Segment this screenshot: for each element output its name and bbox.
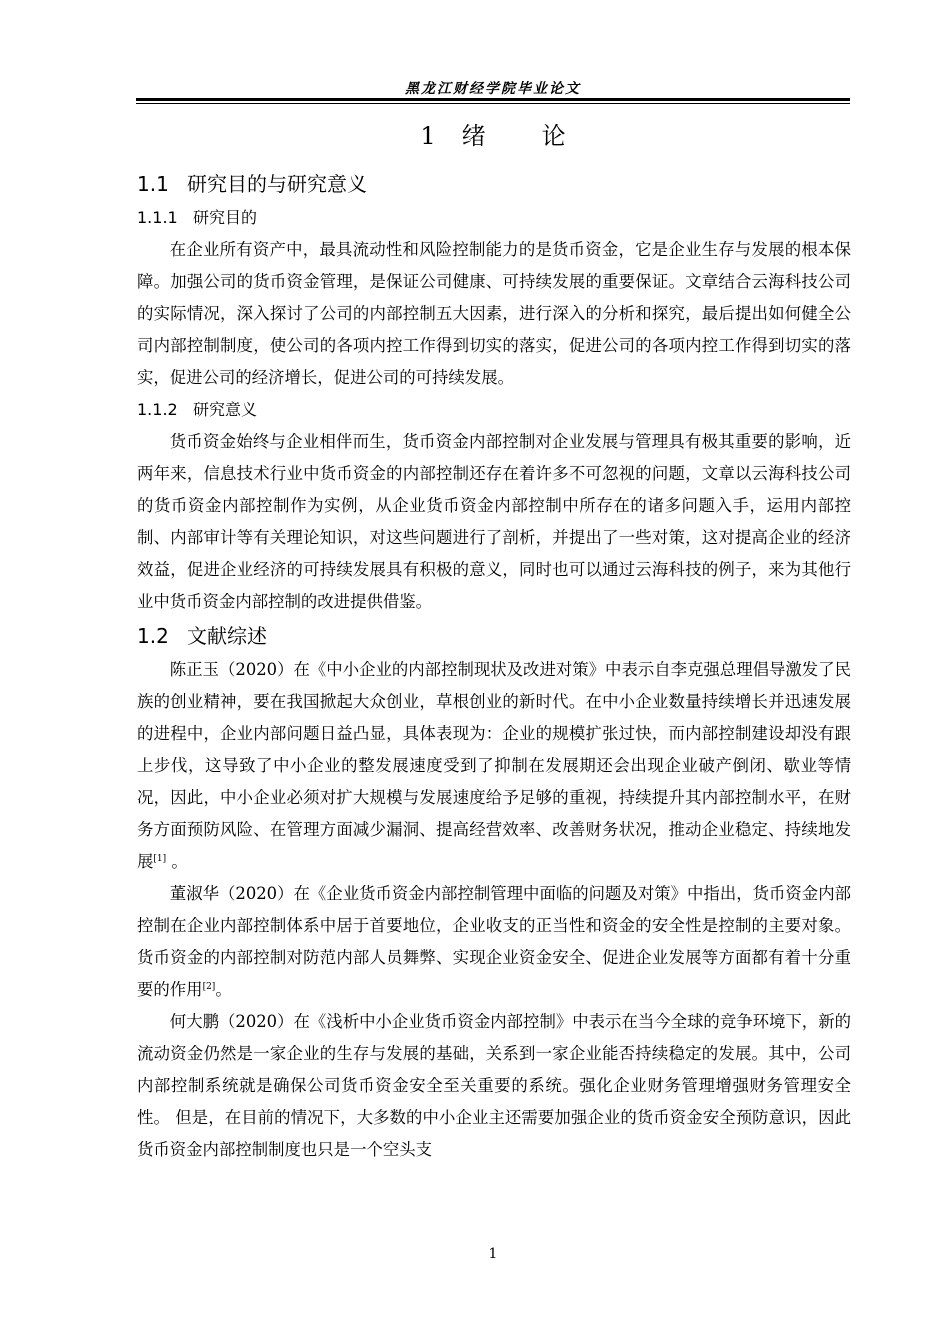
paragraph-research-purpose: 在企业所有资产中，最具流动性和风险控制能力的是货币资金，它是企业生存与发展的根本保障。加强公司的货币资金管理，是保证公司健康、可持续发展的重要保证。文章结合云海科技公司的实际情况，深入探讨了公司的内部控制五大因素，进行深入的分析和探究，最后提出如何健全公司内部控制制度，使公司的各项内控工作得到切实的落实，促进公司的各项内控工作得到切实的落实，促进公司的经济增长，促进公司的可持续发展。 [137, 240, 851, 387]
paragraph-text: 董淑华（2020）在《企业货币资金内部控制管理中面临的问题及对策》中指出，货币资金内部控制在企业内部控制体系中居于首要地位，企业收支的正当性和资金的安全性是控制的主要对象。货币资金的内部控制对防范内部人员舞弊、实现企业资金安全、促进企业发展等方面都有着十分重要的作用 [137, 884, 851, 999]
paragraph-literature-1 [137, 654, 851, 878]
page-number: 1 [488, 1246, 498, 1262]
section-number: 1.1 [137, 172, 169, 196]
citation-ref-1[interactable]: [1] [153, 854, 167, 864]
paragraph-literature-3: 何大鹏（2020）在《浅析中小企业货币资金内部控制》中表示在当今全球的竞争环境下，新的流动资金仍然是一家企业的生存与发展的基础，关系到一家企业能否持续稳定的发展。其中，公司内部控制系统就是确保公司货币资金安全至关重要的系统。强化企业财务管理增强财务管理安全性。 但是，在目前的情况下，大多数的中小企业主还需要加强企业的货币资金安全预防意识，因此货币资金内部控制制度也只是一个空头支 [137, 1012, 851, 1159]
section-title: 研究目的与研究意义 [187, 172, 367, 196]
chapter-title [136, 116, 850, 151]
paragraph-text: 陈正玉（2020）在《中小企业的内部控制现状及改进对策》中表示自李克强总理倡导激发了民族的创业精神，要在我国掀起大众创业，草根创业的新时代。在中小企业数量持续增长并迅速发展的进程中，企业内部问题日益凸显，具体表现为：企业的规模扩张过快，而内部控制建设却没有跟上步伐，这导致了中小企业的整发展速度受到了抑制在发展期还会出现企业破产倒闭、歇业等情况，因此，中小企业必须对扩大规模与发展速度给予足够的重视，持续提升其内部控制水平，在财务方面预防风险、在管理方面减少漏洞、提高经营效率、改善财务状况，推动企业稳定、持续地发展 [137, 660, 851, 871]
page-body [137, 166, 851, 1166]
paragraph-research-significance: 货币资金始终与企业相伴而生，货币资金内部控制对企业发展与管理具有极其重要的影响，近两年来，信息技术行业中货币资金的内部控制还存在着许多不可忽视的问题，文章以云海科技公司的货币资金内部控制作为实例，从企业货币资金内部控制中所存在的诸多问题入手，运用内部控制、内部审计等有关理论知识，对这些问题进行了剖析，并提出了一些对策，这对提高企业的经济效益，促进企业经济的可持续发展具有积极的意义，同时也可以通过云海科技的例子，来为其他行业中货币资金内部控制的改进提供借鉴。 [137, 432, 851, 611]
section-heading-1-1-1 [137, 202, 851, 234]
chapter-title-char-2: 论 [541, 122, 566, 150]
citation-ref-2[interactable]: [2] [202, 982, 216, 992]
section-heading-1-2 [137, 618, 851, 654]
section-heading-1-1 [137, 166, 851, 202]
page-header: 黑龙江财经学院毕业论文 [405, 81, 581, 97]
chapter-number: 1 [420, 122, 436, 150]
paragraph-literature-2 [137, 878, 851, 1006]
section-number: 1.2 [137, 624, 169, 648]
section-title: 研究目的 [193, 208, 258, 227]
section-number: 1.1.2 [137, 400, 178, 419]
section-title: 文献综述 [187, 624, 267, 648]
paragraph-end: 。 [166, 852, 188, 871]
header-rule-thick [136, 98, 850, 101]
paragraph-end: 。 [215, 980, 232, 999]
section-number: 1.1.1 [137, 208, 178, 227]
section-heading-1-1-2 [137, 394, 851, 426]
chapter-title-char-1: 绪 [461, 122, 486, 150]
section-title: 研究意义 [193, 400, 258, 419]
header-rule-thin [136, 103, 850, 104]
